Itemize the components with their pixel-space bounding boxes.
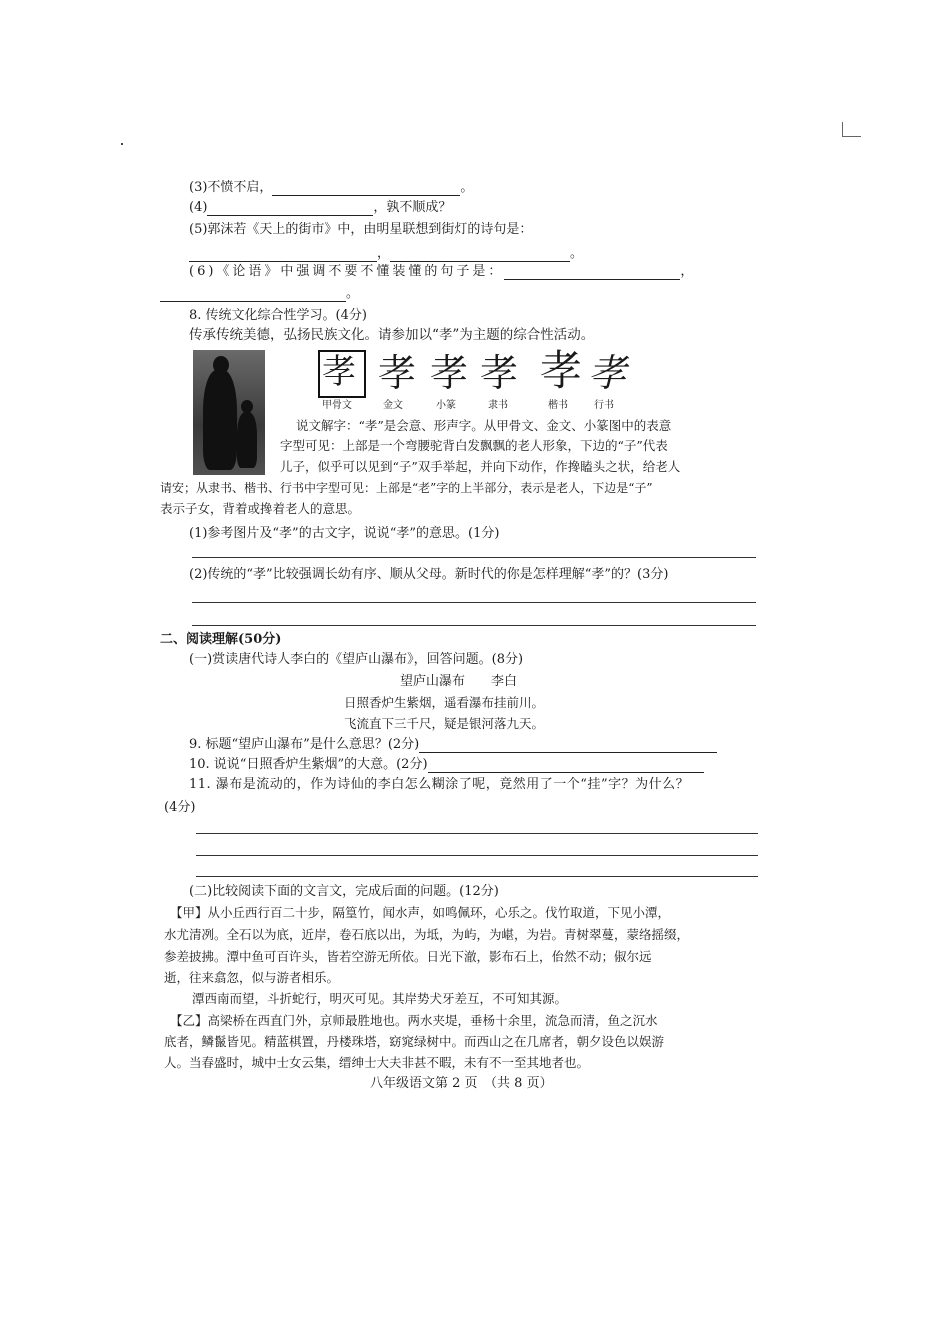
q8-intro: 传承传统美德，弘扬民族文化。请参加以“孝”为主题的综合性活动。 xyxy=(189,327,595,343)
explain-line: 儿子，似乎可以见到“子”双手举起，并向下动作，作搀瞌头之状，给老人 xyxy=(280,459,681,474)
answer-line[interactable] xyxy=(196,833,758,834)
oracle-bone-glyph: 孝 xyxy=(322,352,356,392)
caption-oracle: 甲骨文 xyxy=(322,400,352,411)
section-1-title: (一)赏读唐代诗人李白的《望庐山瀑布》，回答问题。(8分) xyxy=(189,652,524,667)
caption-running: 行书 xyxy=(594,400,614,411)
answer-line[interactable] xyxy=(192,557,756,558)
child-figure xyxy=(237,412,257,468)
q7-line-6: (6)《论语》中强调不要不懂装懂的句子是： ， xyxy=(189,264,697,279)
answer-blank[interactable] xyxy=(272,183,460,196)
q7-line-5: (5)郭沫若《天上的街市》中，由明星联想到街灯的诗句是： xyxy=(189,222,533,237)
explain-line: 字型可见：上部是一个弯腰驼背白发飘飘的老人形象，下边的“子”代表 xyxy=(280,438,668,453)
q7-line-6-blank: 。 xyxy=(160,286,359,302)
answer-line[interactable] xyxy=(192,625,756,626)
poem-title: 望庐山瀑布 李白 xyxy=(400,674,518,689)
explain-line: 说文解字：“孝”是会意、形声字。从甲骨文、金文、小篆图中的表意 xyxy=(296,418,672,433)
passage-yi-line: 底者，鳞鬣皆见。精蓝棋置，丹楼珠塔，窈窕绿树中。而西山之在几席者，朝夕设色以娱游 xyxy=(164,1034,665,1049)
regular-glyph: 孝 xyxy=(540,346,583,395)
answer-blank[interactable] xyxy=(419,740,717,753)
q11: 11. 瀑布是流动的，作为诗仙的李白怎么糊涂了呢，竟然用了一个“挂”字？为什么？ xyxy=(189,777,690,792)
q8-sub2: (2)传统的“孝”比较强调长幼有序、顺从父母。新时代的你是怎样理解“孝”的？(3分) xyxy=(189,567,669,582)
q8-title: 8. 传统文化综合性学习。(4分) xyxy=(189,308,367,323)
passage-yi-line: 人。当春盛时，城中士女云集，缙绅士大夫非甚不暇，未有不一至其地者也。 xyxy=(164,1055,590,1070)
answer-blank[interactable] xyxy=(390,249,570,262)
child-head xyxy=(241,400,253,413)
answer-line[interactable] xyxy=(196,876,758,877)
bronze-glyph: 孝 xyxy=(378,351,417,395)
q7-line-5-blanks: ， 。 xyxy=(189,246,583,262)
elder-head xyxy=(213,356,229,374)
passage-jia-line: 逝，往来翕忽，似与游者相乐。 xyxy=(164,970,340,985)
answer-blank[interactable] xyxy=(504,267,680,280)
poem-line: 日照香炉生紫烟，遥看瀑布挂前川。 xyxy=(344,695,545,710)
poem-line: 飞流直下三千尺，疑是银河落九天。 xyxy=(344,716,545,731)
q7-line-3: (3)不愤不启， 。 xyxy=(189,180,474,195)
section-2-title: (二)比较阅读下面的文言文，完成后面的问题。(12分) xyxy=(189,884,499,899)
part2-heading: 二、阅读理解(50分) xyxy=(160,632,282,647)
seal-glyph: 孝 xyxy=(430,351,469,395)
caption-bronze: 金文 xyxy=(383,400,403,411)
explain-line: 请安；从隶书、楷书、行书中字型可见：上部是“老”字的上半部分，表示是老人，下边是“子” xyxy=(160,481,653,495)
passage-jia-line: 潭西南而望，斗折蛇行，明灭可见。其岸势犬牙差互，不可知其源。 xyxy=(192,991,568,1006)
q9: 9. 标题“望庐山瀑布”是什么意思？(2分) xyxy=(189,737,717,753)
q10: 10. 说说“日照香炉生紫烟”的大意。(2分) xyxy=(189,757,704,773)
clerical-glyph: 孝 xyxy=(480,351,519,395)
q7-line-4: (4) ，孰不顺成？ xyxy=(189,200,452,215)
scan-speck xyxy=(121,143,123,145)
answer-blank[interactable] xyxy=(207,203,373,216)
elder-figure xyxy=(203,370,237,470)
answer-line[interactable] xyxy=(192,602,756,603)
passage-jia-line: 【甲】从小丘西行百二十步，隔篁竹，闻水声，如鸣佩环，心乐之。伐竹取道，下见小潭， xyxy=(170,905,671,920)
elder-and-child-photo xyxy=(193,350,265,475)
running-glyph: 孝 xyxy=(588,351,627,395)
q11-score: (4分) xyxy=(164,800,196,815)
answer-blank[interactable] xyxy=(160,289,346,302)
caption-clerical: 隶书 xyxy=(488,400,508,411)
answer-blank[interactable] xyxy=(428,760,704,773)
poem-author: 李白 xyxy=(491,674,518,689)
answer-blank[interactable] xyxy=(189,249,377,262)
caption-regular: 楷书 xyxy=(548,400,568,411)
q8-sub1: (1)参考图片及“孝”的古文字，说说“孝”的意思。(1分) xyxy=(189,526,500,541)
passage-jia-line: 水尤清冽。全石以为底，近岸，卷石底以出，为坻，为屿，为嵁，为岩。青树翠蔓，蒙络摇缀， xyxy=(164,927,690,942)
passage-jia-line: 参差披拂。潭中鱼可百许头，皆若空游无所依。日光下澈，影布石上，佁然不动；俶尔远 xyxy=(164,949,652,964)
page-footer: 八年级语文第 2 页 （共 8 页） xyxy=(370,1076,553,1091)
caption-seal: 小篆 xyxy=(436,400,456,411)
passage-yi-line: 【乙】高梁桥在西直门外，京师最胜地也。两水夹堤，垂杨十余里，流急而清，鱼之沉水 xyxy=(170,1013,658,1028)
crop-mark xyxy=(842,122,861,137)
answer-line[interactable] xyxy=(196,855,758,856)
explain-line: 表示子女，背着或搀着老人的意思。 xyxy=(160,501,361,516)
